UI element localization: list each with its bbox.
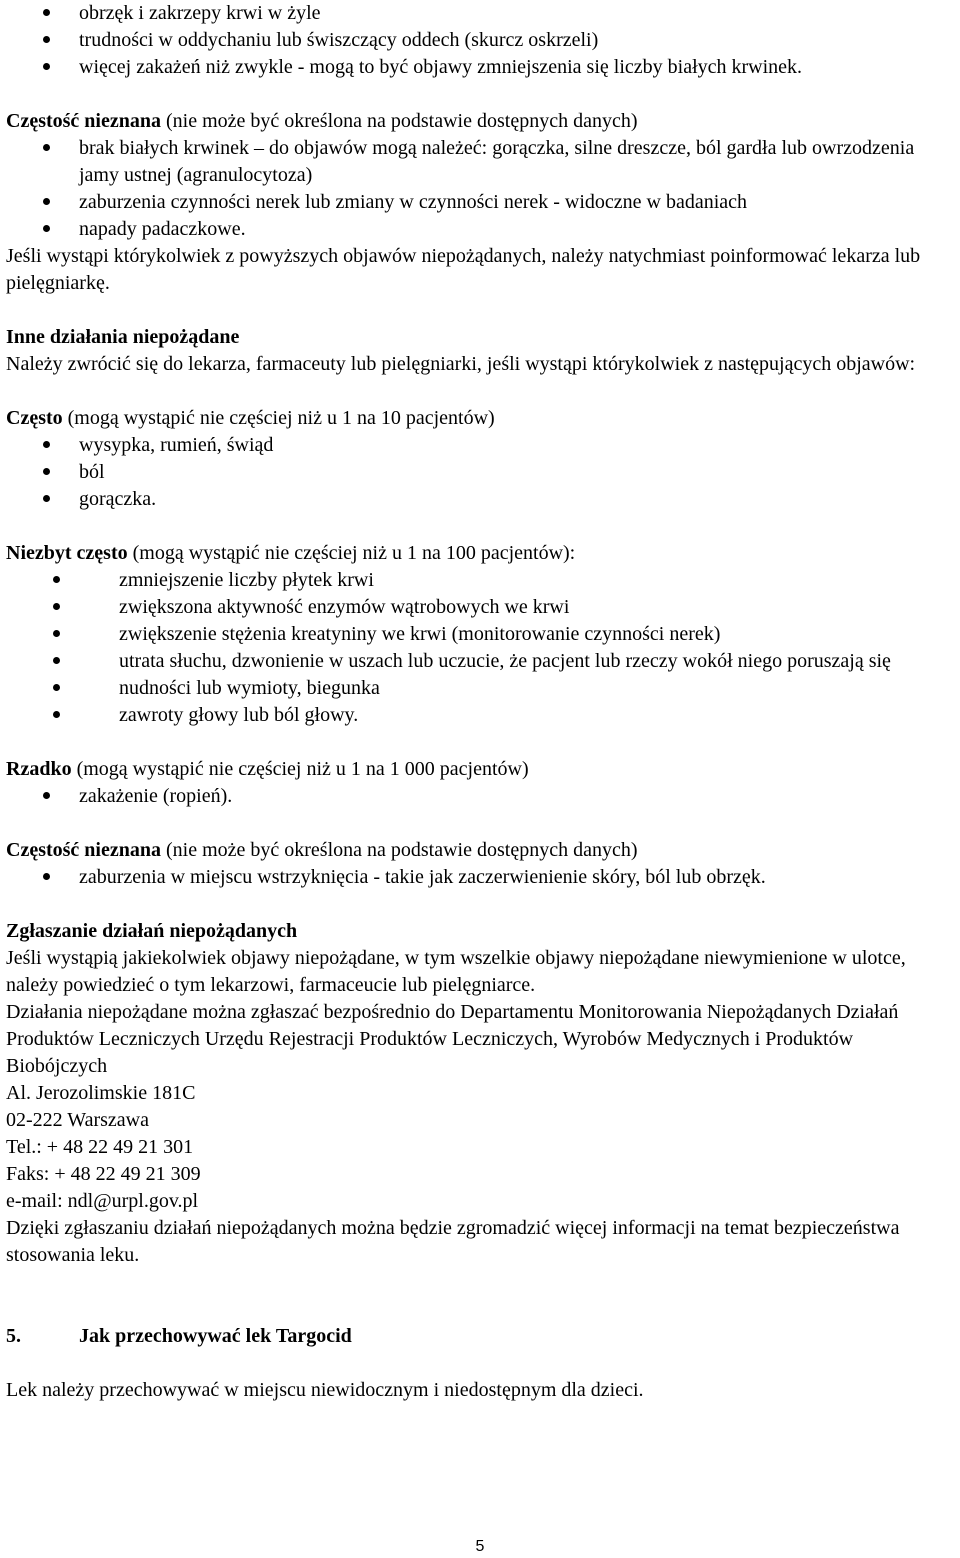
rare-list [6, 783, 958, 810]
uncommon-heading: Niezbyt często (mogą wystąpić nie częściej niż u 1 na 100 pacjentów): [6, 542, 576, 564]
section-5-heading [6, 1323, 958, 1350]
list-item: zaburzenia czynności nerek lub zmiany w czynności nerek - widoczne w badaniach [6, 189, 958, 216]
list-item: wysypka, rumień, świąd [6, 432, 958, 459]
section-title: Jak przechowywać lek Targocid [79, 1325, 352, 1347]
reporting-heading: Zgłaszanie działań niepożądanych [6, 920, 298, 942]
section-5-text: Lek należy przechowywać w miejscu niewidocznym i niedostępnym dla dzieci. [6, 1379, 644, 1401]
phone-line: Tel.: + 48 22 49 21 301 [6, 1136, 194, 1158]
list-item: utrata słuchu, dzwonienie w uszach lub uczucie, że pacjent lub rzeczy wokół niego poruszają się [6, 648, 958, 675]
often-list [6, 432, 958, 513]
frequency-unknown-list [6, 864, 958, 891]
list-item: zaburzenia w miejscu wstrzyknięcia - takie jak zaczerwienienie skóry, ból lub obrzęk. [6, 864, 958, 891]
list-item: więcej zakażeń niż zwykle - mogą to być objawy zmniejszenia się liczby białych krwinek. [6, 54, 958, 81]
list-item: zawroty głowy lub ból głowy. [6, 702, 958, 729]
list-item: napady padaczkowe. [6, 216, 958, 243]
list-item: obrzęk i zakrzepy krwi w żyle [6, 0, 958, 27]
often-heading: Często (mogą wystąpić nie częściej niż u 1 na 10 pacjentów) [6, 407, 495, 429]
page-number: 5 [475, 1538, 485, 1555]
other-effects-intro: Należy zwrócić się do lekarza, farmaceuty lub pielęgniarki, jeśli wystąpi którykolwiek z następujących objawów: [6, 353, 916, 375]
reporting-paragraph: Działania niepożądane można zgłaszać bezpośrednio do Departamentu Monitorowania Niepożądanych Działań Produktów Leczniczych Urzędu Rejestracji Produktów Leczniczych, Wyrobów Medycznych i Produktów Biobójczych [6, 1001, 899, 1077]
address-line: Al. Jerozolimskie 181C [6, 1082, 196, 1104]
section-number: 5. [6, 1325, 21, 1347]
list-item: trudności w oddychaniu lub świszczący oddech (skurcz oskrzeli) [6, 27, 958, 54]
notify-paragraph: Jeśli wystąpi którykolwiek z powyższych objawów niepożądanych, należy natychmiast poinformować lekarza lub pielęgniarkę. [6, 245, 921, 294]
list-item: ból [6, 459, 958, 486]
frequency-unknown-list [6, 135, 958, 243]
list-item: zakażenie (ropień). [6, 783, 958, 810]
list-item: nudności lub wymioty, biegunka [6, 675, 958, 702]
list-item: brak białych krwinek – do objawów mogą należeć: gorączka, silne dreszcze, ból gardła lub owrzodzenia jamy ustnej (agranulocytoza) [6, 135, 958, 189]
frequency-unknown-heading: Częstość nieznana (nie może być określona na podstawie dostępnych danych) [6, 110, 638, 132]
uncommon-list [6, 567, 958, 729]
list-item: zwiększenie stężenia kreatyniny we krwi (monitorowanie czynności nerek) [6, 621, 958, 648]
rare-heading: Rzadko (mogą wystąpić nie częściej niż u 1 na 1 000 pacjentów) [6, 758, 529, 780]
other-effects-heading: Inne działania niepożądane [6, 326, 240, 348]
leaflet-page [6, 0, 958, 1404]
reporting-closing: Dzięki zgłaszaniu działań niepożądanych można będzie zgromadzić więcej informacji na temat bezpieczeństwa stosowania leku. [6, 1217, 900, 1266]
fax-line: Faks: + 48 22 49 21 309 [6, 1163, 201, 1185]
list-item: zmniejszenie liczby płytek krwi [6, 567, 958, 594]
reporting-paragraph: Jeśli wystąpią jakiekolwiek objawy niepożądane, w tym wszelkie objawy niepożądane niewymienione w ulotce, należy powiedzieć o tym lekarzowi, farmaceucie lub pielęgniarce. [6, 947, 906, 996]
frequency-unknown-heading: Częstość nieznana (nie może być określona na podstawie dostępnych danych) [6, 839, 638, 861]
list-item: zwiększona aktywność enzymów wątrobowych we krwi [6, 594, 958, 621]
email-line: e-mail: ndl@urpl.gov.pl [6, 1190, 199, 1212]
top-bullet-list [6, 0, 958, 81]
list-item: gorączka. [6, 486, 958, 513]
city-line: 02-222 Warszawa [6, 1109, 149, 1131]
